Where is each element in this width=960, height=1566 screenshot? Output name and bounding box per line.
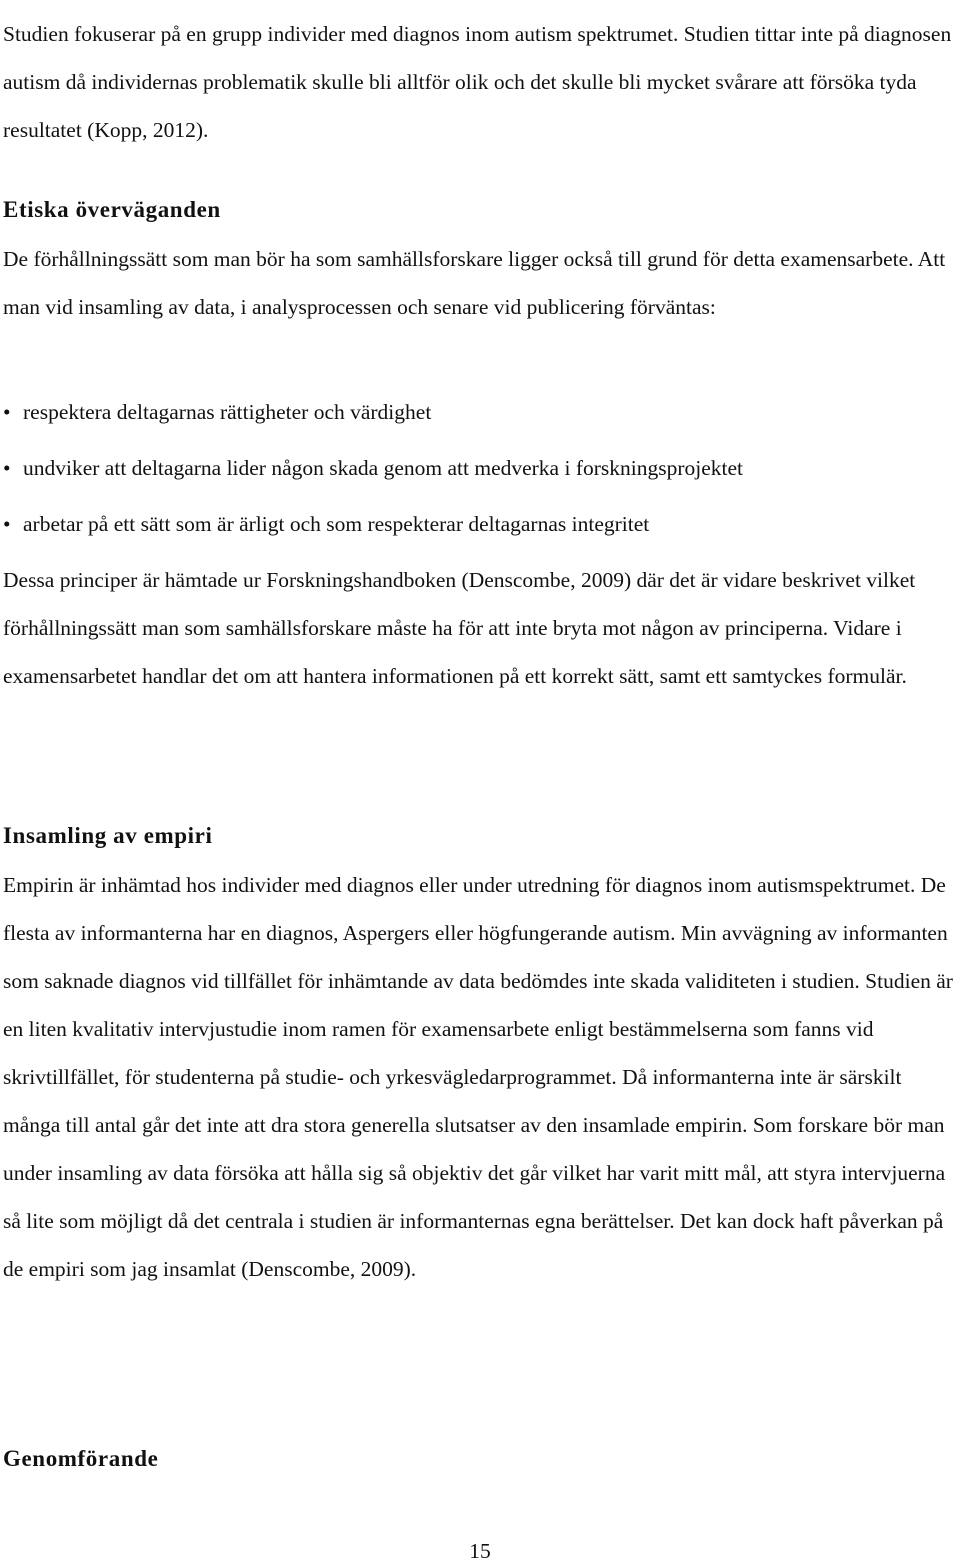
bullet-icon: • bbox=[3, 512, 11, 536]
list-item-text: undviker att deltagarna lider någon skada genom att medverka i forskningsprojektet bbox=[23, 456, 744, 480]
ethics-paragraph-2: Dessa principer är hämtade ur Forskningshandboken (Denscombe, 2009) där det är vidare beskrivet vilket förhållningssätt man som samhällsforskare måste ha för att inte bryta mot någon av principerna. Vidare i examensarbetet handlar det om att hantera informationen på ett korrekt sätt, samt ett samtyckes formulär. bbox=[3, 568, 916, 688]
bullet-icon: • bbox=[3, 456, 11, 480]
empiri-paragraph: Empirin är inhämtad hos individer med diagnos eller under utredning för diagnos inom autismspektrumet. De flesta av informanterna har en diagnos, Aspergers eller högfungerande autism. Min avvägning av informanten som saknade diagnos vid tillfället för inhämtande av data bedömdes inte skada validiteten i studien. Studien är en liten kvalitativ intervjustudie inom ramen för examensarbete enligt bestämmelserna som fanns vid skrivtillfället, för studenterna på studie- och yrkesvägledarprogrammet. Då informanterna inte är särskilt många till antal går det inte att dra stora generella slutsatser av den insamlade empirin. Som forskare bör man under insamling av data försöka att hålla sig så objektiv det går vilket har varit mitt mål, att styra intervjuerna så lite som möjligt då det centrala i studien är informanternas egna berättelser. Det kan dock haft påverkan på de empiri som jag insamlat (Denscombe, 2009). bbox=[3, 873, 953, 1281]
list-item bbox=[3, 384, 958, 440]
genomforande-heading: Genomförande bbox=[3, 1446, 159, 1471]
ethics-bullet-list bbox=[0, 384, 958, 552]
list-item bbox=[3, 440, 958, 496]
list-item-text: arbetar på ett sätt som är ärligt och som respekterar deltagarnas integritet bbox=[23, 512, 650, 536]
empiri-heading: Insamling av empiri bbox=[3, 823, 213, 848]
ethics-heading: Etiska överväganden bbox=[3, 197, 221, 222]
list-item bbox=[3, 496, 958, 552]
intro-paragraph: Studien fokuserar på en grupp individer med diagnos inom autism spektrumet. Studien tittar inte på diagnosen autism då individernas problematik skulle bli alltför olik och det skulle bli mycket svårare att försöka tyda resultatet (Kopp, 2012). bbox=[3, 22, 952, 142]
list-item-text: respektera deltagarnas rättigheter och värdighet bbox=[23, 400, 432, 424]
bullet-icon: • bbox=[3, 400, 11, 424]
page-number: 15 bbox=[469, 1539, 491, 1563]
ethics-paragraph: De förhållningssätt som man bör ha som samhällsforskare ligger också till grund för detta examensarbete. Att man vid insamling av data, i analysprocessen och senare vid publicering förväntas: bbox=[3, 247, 946, 319]
